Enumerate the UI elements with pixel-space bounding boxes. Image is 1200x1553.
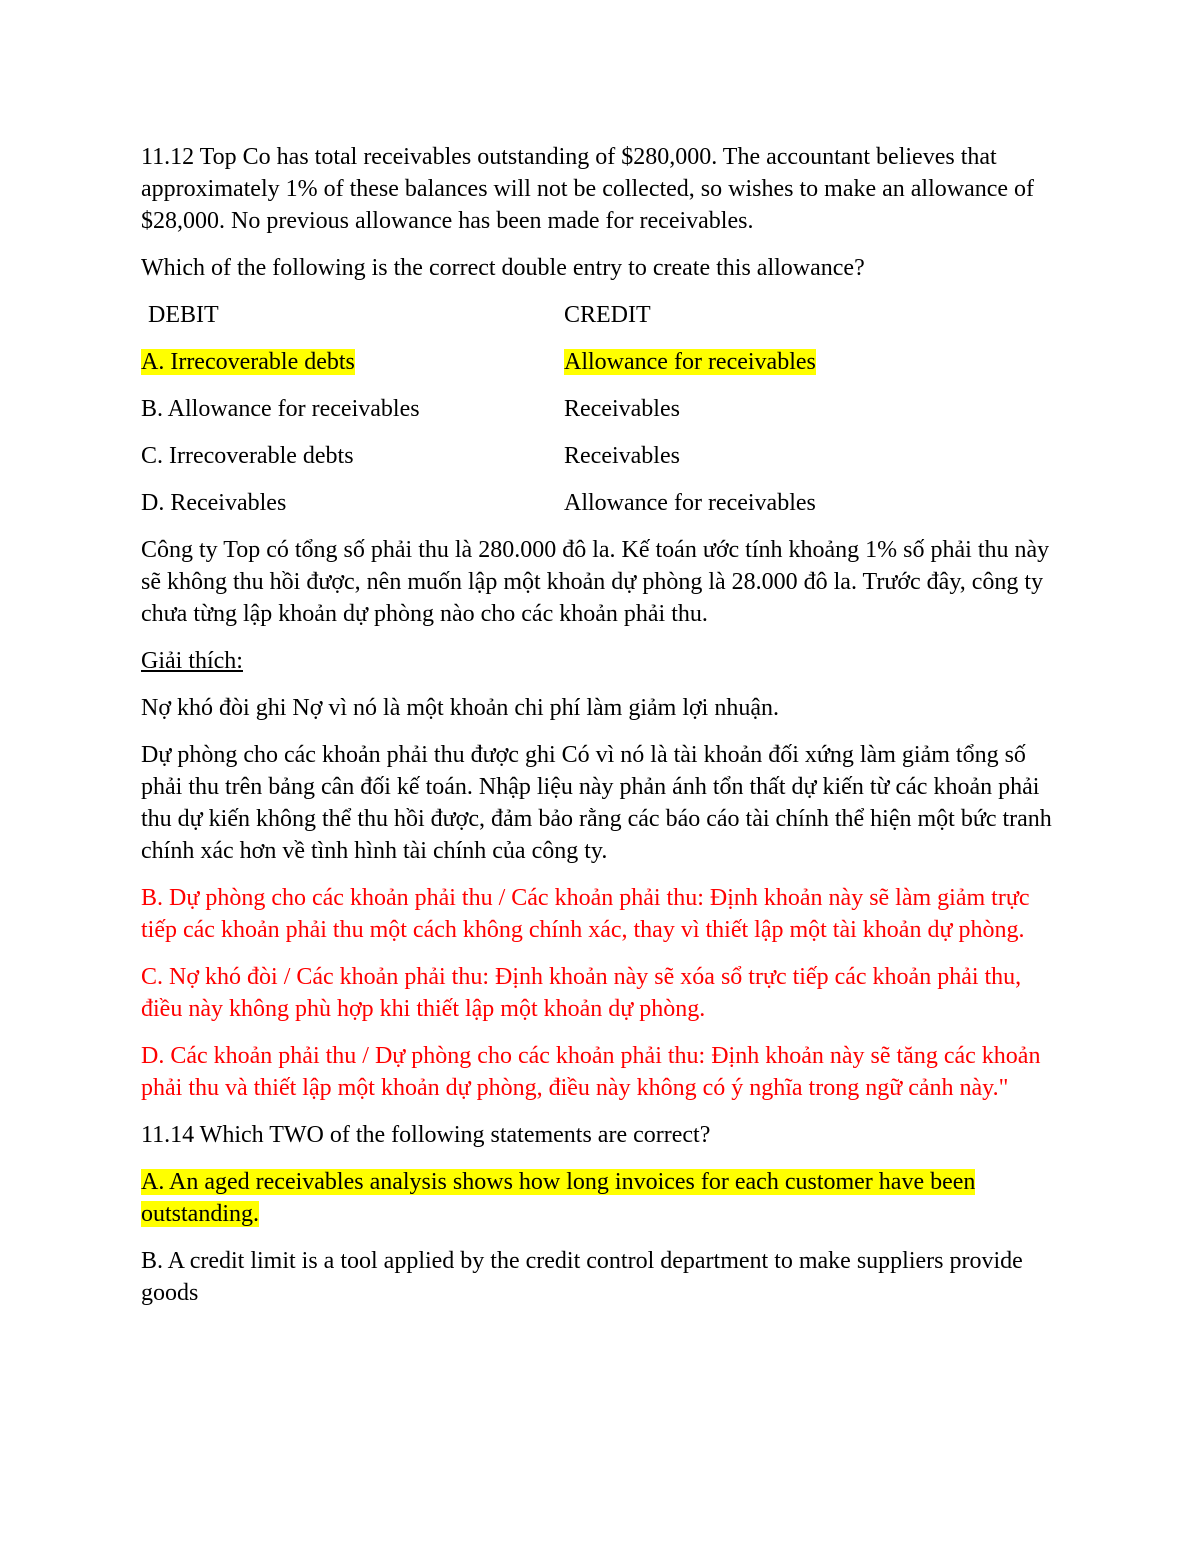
question-prompt: Which of the following is the correct double entry to create this allowance? bbox=[141, 255, 865, 281]
explanation-debit: Nợ khó đòi ghi Nợ vì nó là một khoản chi phí làm giảm lợi nhuận. bbox=[141, 695, 780, 721]
question-11-12: 11.12 Top Co has total receivables outstanding of $280,000. The accountant believes that approximately 1% of these balances will not be collected, so wishes to make an allowance of $28,000. No previous allowance has been made for receivables. bbox=[141, 144, 1035, 234]
option-b-debit: B. Allowance for receivables bbox=[141, 396, 420, 422]
debit-header: DEBIT bbox=[148, 302, 219, 328]
document-page bbox=[141, 141, 1061, 1324]
explanation-heading: Giải thích: bbox=[141, 648, 243, 674]
answer-option-b bbox=[141, 393, 1061, 425]
q2-option-a: A. An aged receivables analysis shows how long invoices for each customer have been outstanding. bbox=[141, 1169, 976, 1227]
option-c-credit: Receivables bbox=[564, 443, 680, 469]
credit-header: CREDIT bbox=[564, 302, 651, 328]
answer-table-header bbox=[141, 299, 1061, 331]
answer-option-d bbox=[141, 487, 1061, 519]
question-11-14: 11.14 Which TWO of the following statements are correct? bbox=[141, 1122, 711, 1148]
wrong-answer-d: D. Các khoản phải thu / Dự phòng cho các khoản phải thu: Định khoản này sẽ tăng các khoản phải thu và thiết lập một khoản dự phòng, điều này không có ý nghĩa trong ngữ cảnh này." bbox=[141, 1043, 1041, 1101]
option-d-debit: D. Receivables bbox=[141, 490, 287, 516]
option-c-debit: C. Irrecoverable debts bbox=[141, 443, 354, 469]
q2-option-b: B. A credit limit is a tool applied by the credit control department to make suppliers provide goods bbox=[141, 1248, 1023, 1306]
option-a-debit: A. Irrecoverable debts bbox=[141, 349, 355, 375]
answer-option-c bbox=[141, 440, 1061, 472]
wrong-answer-b: B. Dự phòng cho các khoản phải thu / Các khoản phải thu: Định khoản này sẽ làm giảm trực tiếp các khoản phải thu một cách không chính xác, thay vì thiết lập một tài khoản dự phòng. bbox=[141, 885, 1030, 943]
answer-option-a bbox=[141, 346, 1061, 378]
option-a-credit: Allowance for receivables bbox=[564, 349, 816, 375]
wrong-answer-c: C. Nợ khó đòi / Các khoản phải thu: Định khoản này sẽ xóa sổ trực tiếp các khoản phải thu, điều này không phù hợp khi thiết lập một khoản dự phòng. bbox=[141, 964, 1022, 1022]
option-b-credit: Receivables bbox=[564, 396, 680, 422]
vietnamese-translation: Công ty Top có tổng số phải thu là 280.000 đô la. Kế toán ước tính khoảng 1% số phải thu này sẽ không thu hồi được, nên muốn lập một khoản dự phòng là 28.000 đô la. Trước đây, công ty chưa từng lập khoản dự phòng nào cho các khoản phải thu. bbox=[141, 537, 1050, 627]
option-d-credit: Allowance for receivables bbox=[564, 490, 816, 516]
explanation-credit: Dự phòng cho các khoản phải thu được ghi Có vì nó là tài khoản đối xứng làm giảm tổng số phải thu trên bảng cân đối kế toán. Nhập liệu này phản ánh tổn thất dự kiến từ các khoản phải thu dự kiến không thể thu hồi được, đảm bảo rằng các báo cáo tài chính thể hiện một bức tranh chính xác hơn về tình hình tài chính của công ty. bbox=[141, 742, 1052, 864]
